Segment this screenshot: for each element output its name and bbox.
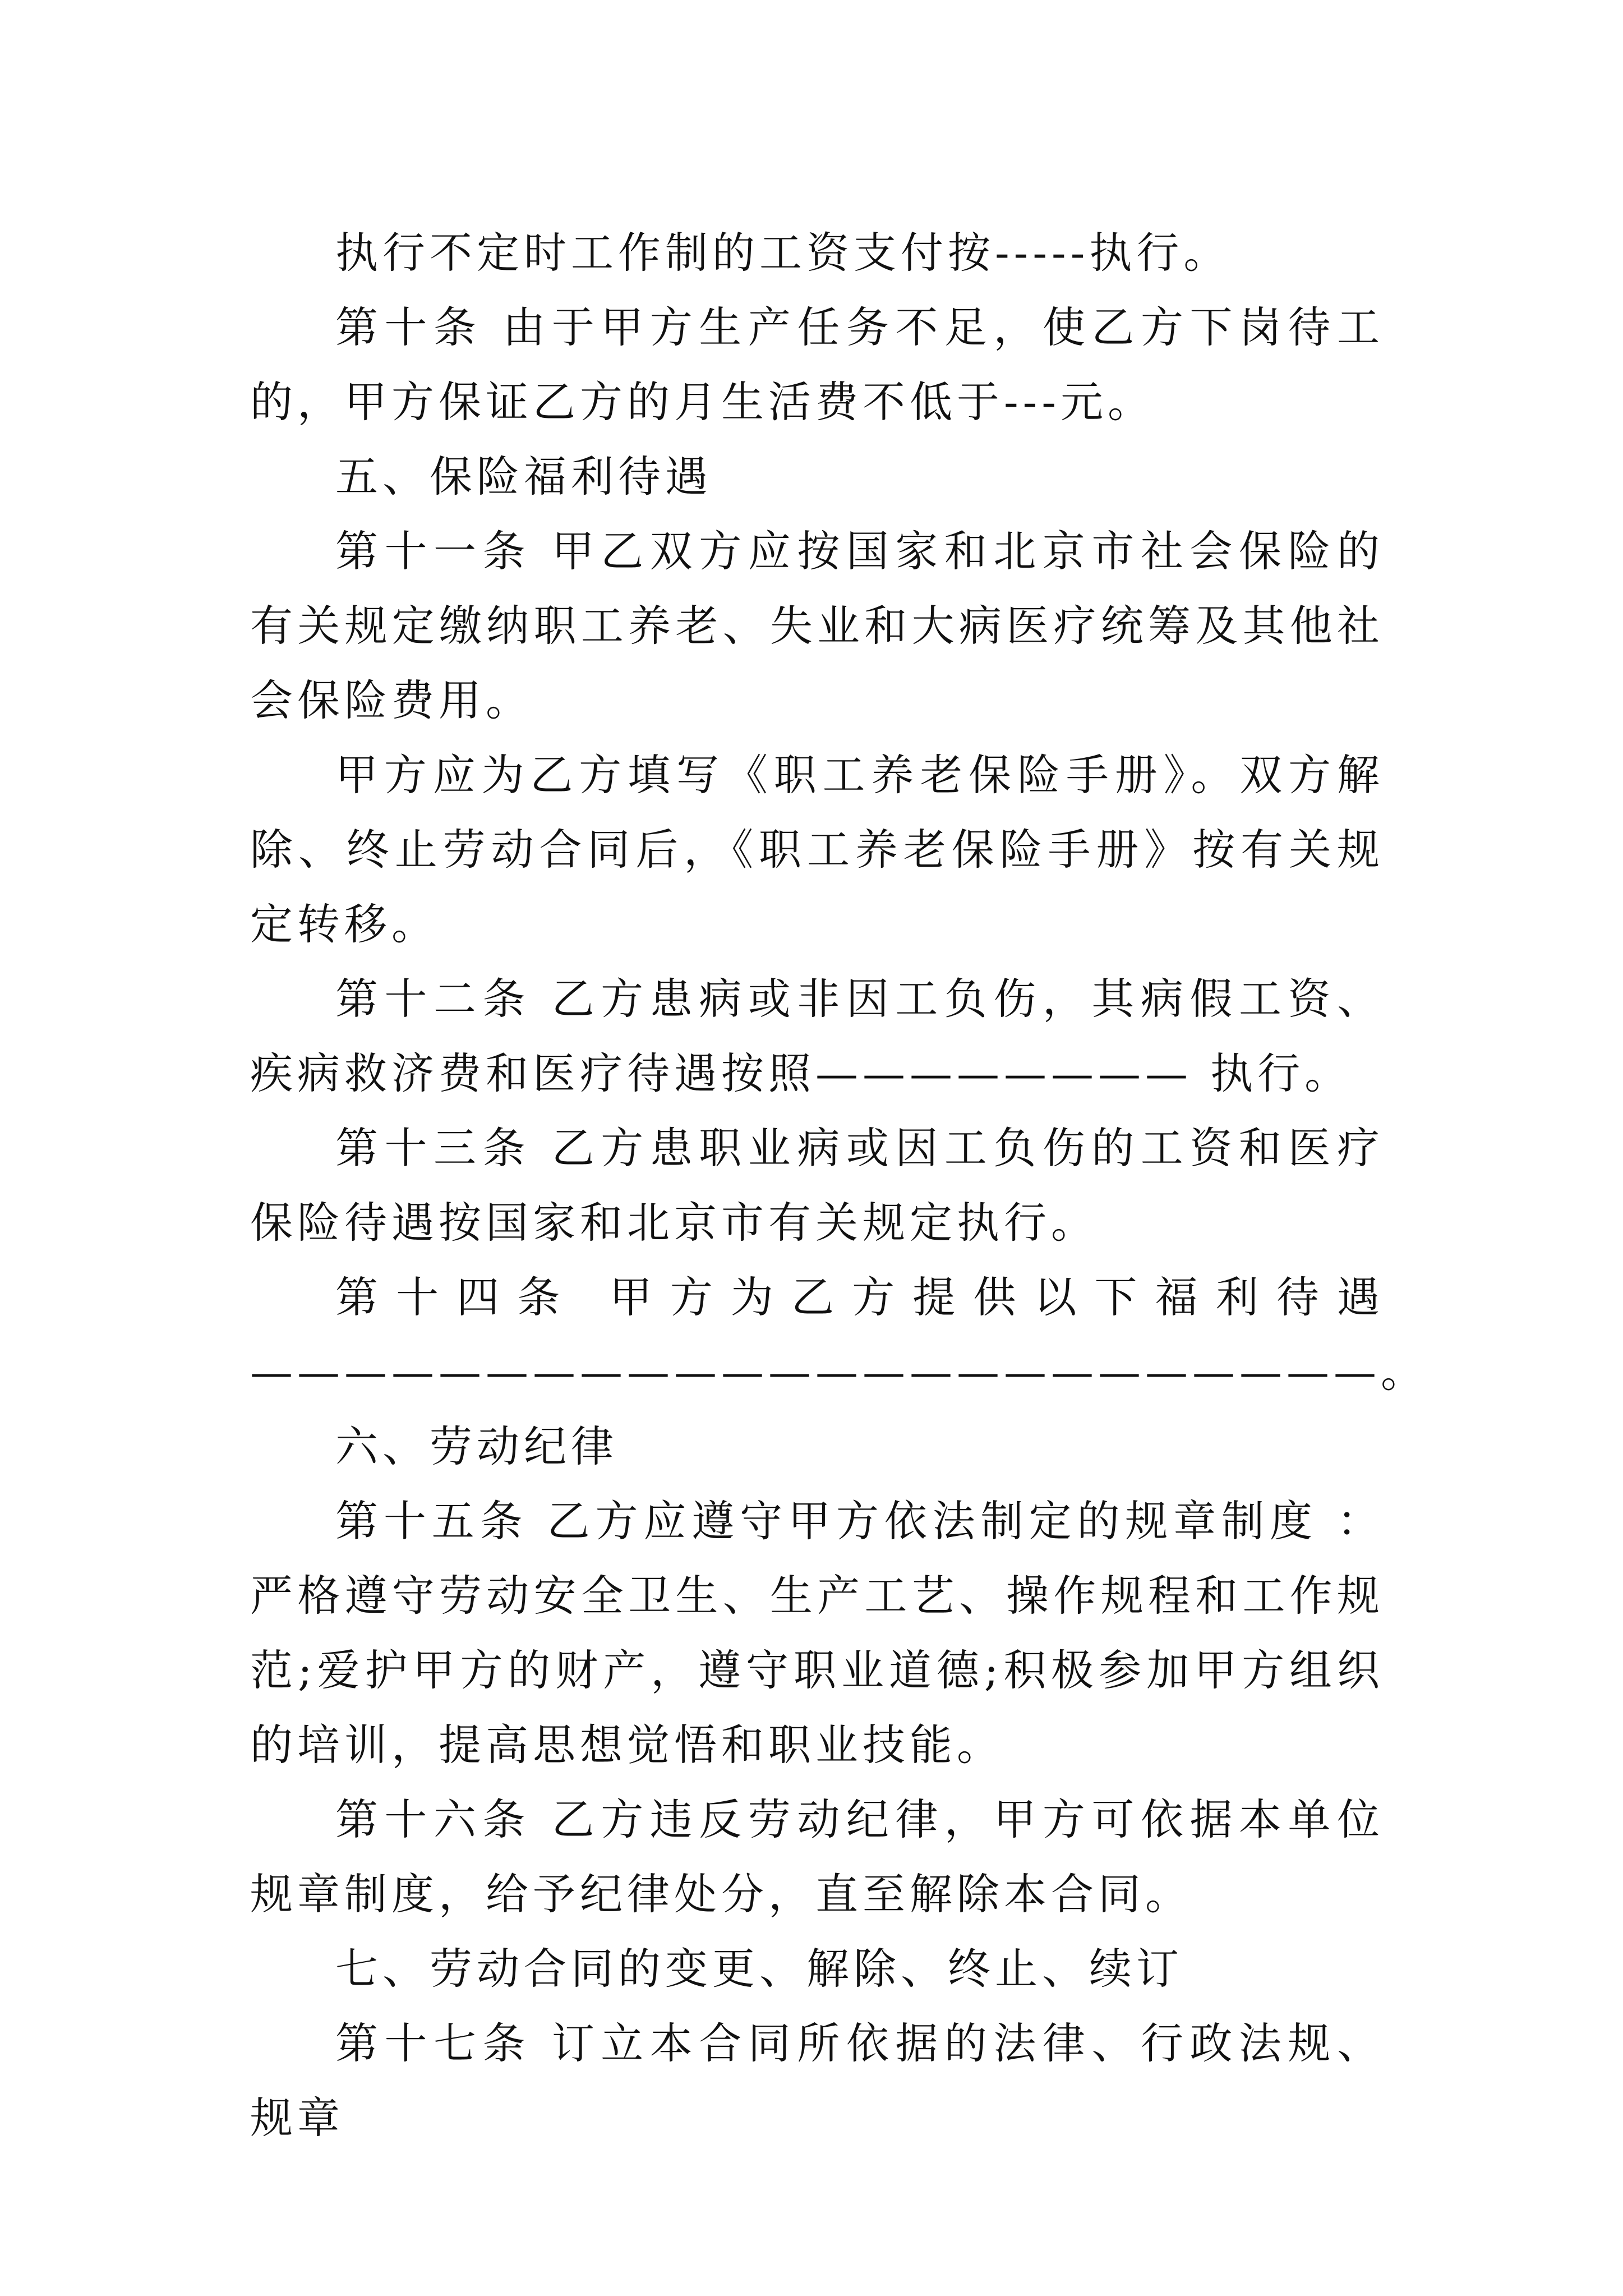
- paragraph-pension-handbook: 甲方应为乙方填写《职工养老保险手册》。双方解除、终止劳动合同后，《职工养老保险手册》按有关规定转移。: [250, 750, 1384, 949]
- section-heading-insurance-welfare: 五、保险福利待遇: [335, 452, 712, 501]
- paragraph-article-13: 第十三条 乙方患职业病或因工负伤的工资和医疗保险待遇按国家和北京市有关规定执行。: [250, 1123, 1384, 1248]
- paragraph-article-14: 第十四条 甲方为乙方提供以下福利待遇: [335, 1272, 1384, 1322]
- paragraph-article-14-blank: ————————————————————————。: [250, 1347, 1428, 1397]
- paragraph-article-17: 第十七条 订立本合同所依据的法律、行政法规、规章: [250, 2018, 1384, 2143]
- paragraph-article-15: 第十五条 乙方应遵守甲方依法制定的规章制度 ：严格遵守劳动安全卫生、生产工艺、操作规程和工作规范;爱护甲方的财产，遵守职业道德;积极参加甲方组织的培训，提高思想觉悟和职业技能。: [250, 1496, 1384, 1770]
- section-heading-labor-discipline: 六、劳动纪律: [335, 1421, 618, 1471]
- paragraph-article-11: 第十一条 甲乙双方应按国家和北京市社会保险的有关规定缴纳职工养老、失业和大病医疗统筹及其他社会保险费用。: [250, 526, 1384, 725]
- paragraph-article-12: 第十二条 乙方患病或非因工负伤，其病假工资、疾病救济费和医疗待遇按照———————— 执行。: [250, 974, 1384, 1098]
- document-body: [250, 215, 1428, 2155]
- paragraph-1: 执行不定时工作制的工资支付按-----执行。: [335, 228, 1231, 278]
- paragraph-article-16: 第十六条 乙方违反劳动纪律，甲方可依据本单位规章制度，给予纪律处分，直至解除本合同。: [250, 1795, 1384, 1919]
- section-heading-contract-changes: 七、劳动合同的变更、解除、终止、续订: [335, 1944, 1183, 1994]
- paragraph-article-10: 第十条 由于甲方生产任务不足，使乙方下岗待工的，甲方保证乙方的月生活费不低于---元。: [250, 302, 1384, 427]
